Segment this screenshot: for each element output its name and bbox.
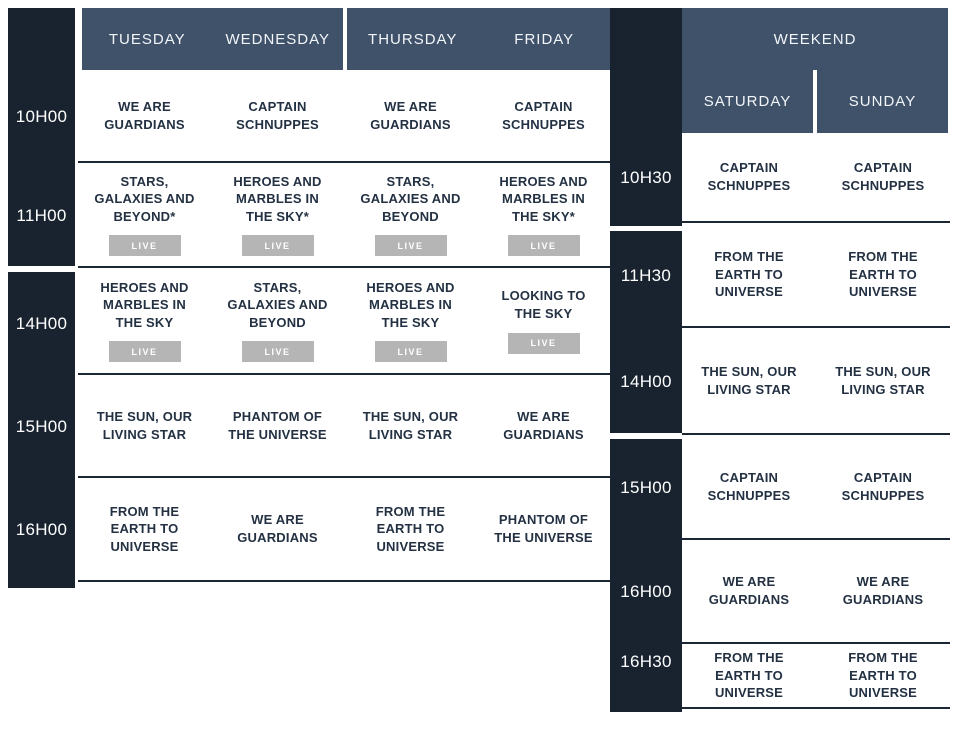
schedule-cell-thursday-16h00 — [344, 478, 477, 580]
schedule-cell-thursday-14h00 — [344, 268, 477, 373]
schedule-row-14h00 — [78, 268, 610, 375]
schedule-cell-tuesday-14h00 — [78, 268, 211, 373]
time-label-14h00: 14H00 — [15, 313, 68, 333]
show-title: PHANTOM OF THE UNIVERSE — [228, 408, 327, 442]
schedule-cell-tuesday-15h00 — [78, 375, 211, 476]
time-label-10h00: 10H00 — [15, 106, 68, 126]
schedule-cell-saturday-16h00 — [682, 540, 816, 642]
live-badge: LIVE — [508, 333, 580, 354]
show-title: STARS, GALAXIES AND BEYOND* — [94, 173, 195, 224]
show-title: CAPTAIN SCHNUPPES — [502, 98, 585, 132]
schedule-cell-saturday-14h00 — [682, 328, 816, 433]
schedule-cell-friday-14h00 — [477, 268, 610, 373]
show-title: CAPTAIN SCHNUPPES — [841, 469, 925, 503]
weekend-title: WEEKEND — [773, 30, 857, 48]
schedule-cell-sunday-14h00 — [816, 328, 950, 433]
show-title: THE SUN, OUR LIVING STAR — [701, 363, 797, 397]
schedule-row-weekend-14h00 — [682, 328, 950, 435]
schedule-cell-friday-10h00 — [477, 70, 610, 161]
show-title: THE SUN, OUR LIVING STAR — [835, 363, 931, 397]
show-title: CAPTAIN SCHNUPPES — [236, 98, 319, 132]
time-label-weekend-15h00: 15H00 — [620, 477, 672, 497]
show-title: HEROES AND MARBLES IN THE SKY — [100, 279, 189, 330]
show-title: FROM THE EARTH TO UNIVERSE — [714, 650, 784, 701]
show-title: LOOKING TO THE SKY — [501, 288, 586, 321]
show-title: STARS, GALAXIES AND BEYOND — [360, 173, 461, 224]
schedule-cell-thursday-10h00 — [344, 70, 477, 161]
show-title: PHANTOM OF THE UNIVERSE — [494, 512, 593, 545]
schedule-cell-saturday-16h30 — [682, 644, 816, 707]
show-title: WE ARE GUARDIANS — [842, 574, 924, 607]
schedule-cell-wednesday-11h00 — [211, 163, 344, 266]
weekday-header-right-block — [347, 8, 610, 70]
schedule-cell-sunday-16h00 — [816, 540, 950, 642]
show-title: WE ARE GUARDIANS — [237, 512, 318, 545]
schedule-row-16h00 — [78, 478, 610, 582]
day-header-wednesday: WEDNESDAY — [225, 30, 331, 48]
show-title: FROM THE EARTH TO UNIVERSE — [848, 249, 918, 300]
show-title: FROM THE EARTH TO UNIVERSE — [375, 503, 446, 554]
show-title: CAPTAIN SCHNUPPES — [707, 469, 791, 503]
live-badge: LIVE — [109, 235, 181, 256]
schedule-row-10h00 — [78, 70, 610, 163]
show-title: CAPTAIN SCHNUPPES — [841, 160, 925, 193]
show-title: THE SUN, OUR LIVING STAR — [362, 408, 459, 442]
weekday-schedule-table — [78, 70, 610, 582]
schedule-row-weekend-15h00 — [682, 435, 950, 540]
time-label-11h00: 11H00 — [16, 205, 67, 225]
live-badge: LIVE — [375, 235, 447, 256]
schedule-cell-wednesday-10h00 — [211, 70, 344, 161]
day-header-tuesday: TUESDAY — [108, 30, 186, 48]
schedule-cell-friday-16h00 — [477, 478, 610, 580]
time-label-weekend-16h00: 16H00 — [620, 582, 672, 601]
schedule-cell-saturday-11h30 — [682, 223, 816, 326]
schedule-row-weekend-16h00 — [682, 540, 950, 644]
day-header-friday: FRIDAY — [514, 30, 575, 48]
show-title: HEROES AND MARBLES IN THE SKY* — [499, 173, 588, 224]
day-header-thursday: THURSDAY — [368, 30, 458, 48]
live-badge: LIVE — [508, 235, 580, 256]
weekend-day-row — [682, 70, 948, 133]
time-label-16h30: 16H30 — [620, 652, 672, 671]
schedule-cell-thursday-11h00 — [344, 163, 477, 266]
time-label-weekend-14h00: 14H00 — [620, 371, 672, 391]
show-title: WE ARE GUARDIANS — [104, 98, 185, 132]
show-title: STARS, GALAXIES AND BEYOND — [227, 279, 328, 330]
schedule-cell-wednesday-14h00 — [211, 268, 344, 373]
schedule-cell-sunday-11h30 — [816, 223, 950, 326]
time-label-10h30: 10H30 — [620, 168, 672, 187]
live-badge: LIVE — [375, 341, 447, 362]
schedule-cell-friday-11h00 — [477, 163, 610, 266]
show-title: FROM THE EARTH TO UNIVERSE — [848, 650, 918, 701]
time-label-11h30: 11H30 — [620, 265, 672, 285]
weekend-header — [682, 8, 948, 133]
schedule-row-16h30 — [682, 644, 950, 709]
day-header-saturday: SATURDAY — [703, 93, 792, 110]
schedule-cell-sunday-15h00 — [816, 435, 950, 538]
weekday-header-left-block — [82, 8, 343, 70]
schedule-cell-tuesday-16h00 — [78, 478, 211, 580]
schedule-cell-tuesday-11h00 — [78, 163, 211, 266]
live-badge: LIVE — [242, 341, 314, 362]
schedule-cell-wednesday-15h00 — [211, 375, 344, 476]
live-badge: LIVE — [242, 235, 314, 256]
show-title: HEROES AND MARBLES IN THE SKY — [366, 279, 455, 330]
schedule-cell-tuesday-10h00 — [78, 70, 211, 161]
show-title: THE SUN, OUR LIVING STAR — [96, 408, 193, 442]
show-title: FROM THE EARTH TO UNIVERSE — [714, 249, 784, 300]
day-header-sunday: SUNDAY — [848, 93, 917, 110]
show-title: WE ARE GUARDIANS — [370, 98, 451, 132]
show-title: CAPTAIN SCHNUPPES — [707, 160, 791, 193]
schedule-cell-thursday-15h00 — [344, 375, 477, 476]
schedule-cell-wednesday-16h00 — [211, 478, 344, 580]
schedule-cell-saturday-10h30 — [682, 133, 816, 221]
schedule-cell-friday-15h00 — [477, 375, 610, 476]
show-title: WE ARE GUARDIANS — [708, 574, 790, 607]
show-title: WE ARE GUARDIANS — [503, 408, 584, 442]
live-badge: LIVE — [109, 341, 181, 362]
schedule-cell-sunday-16h30 — [816, 644, 950, 707]
schedule-row-15h00 — [78, 375, 610, 478]
schedule-row-10h30 — [682, 133, 950, 223]
schedule-cell-saturday-15h00 — [682, 435, 816, 538]
schedule-row-11h00 — [78, 163, 610, 268]
show-title: HEROES AND MARBLES IN THE SKY* — [233, 173, 322, 224]
schedule-row-11h30 — [682, 223, 950, 328]
show-title: FROM THE EARTH TO UNIVERSE — [109, 503, 180, 554]
time-label-16h00: 16H00 — [15, 520, 68, 539]
weekend-schedule-table — [682, 133, 950, 709]
time-label-15h00: 15H00 — [15, 416, 68, 436]
schedule-cell-sunday-10h30 — [816, 133, 950, 221]
